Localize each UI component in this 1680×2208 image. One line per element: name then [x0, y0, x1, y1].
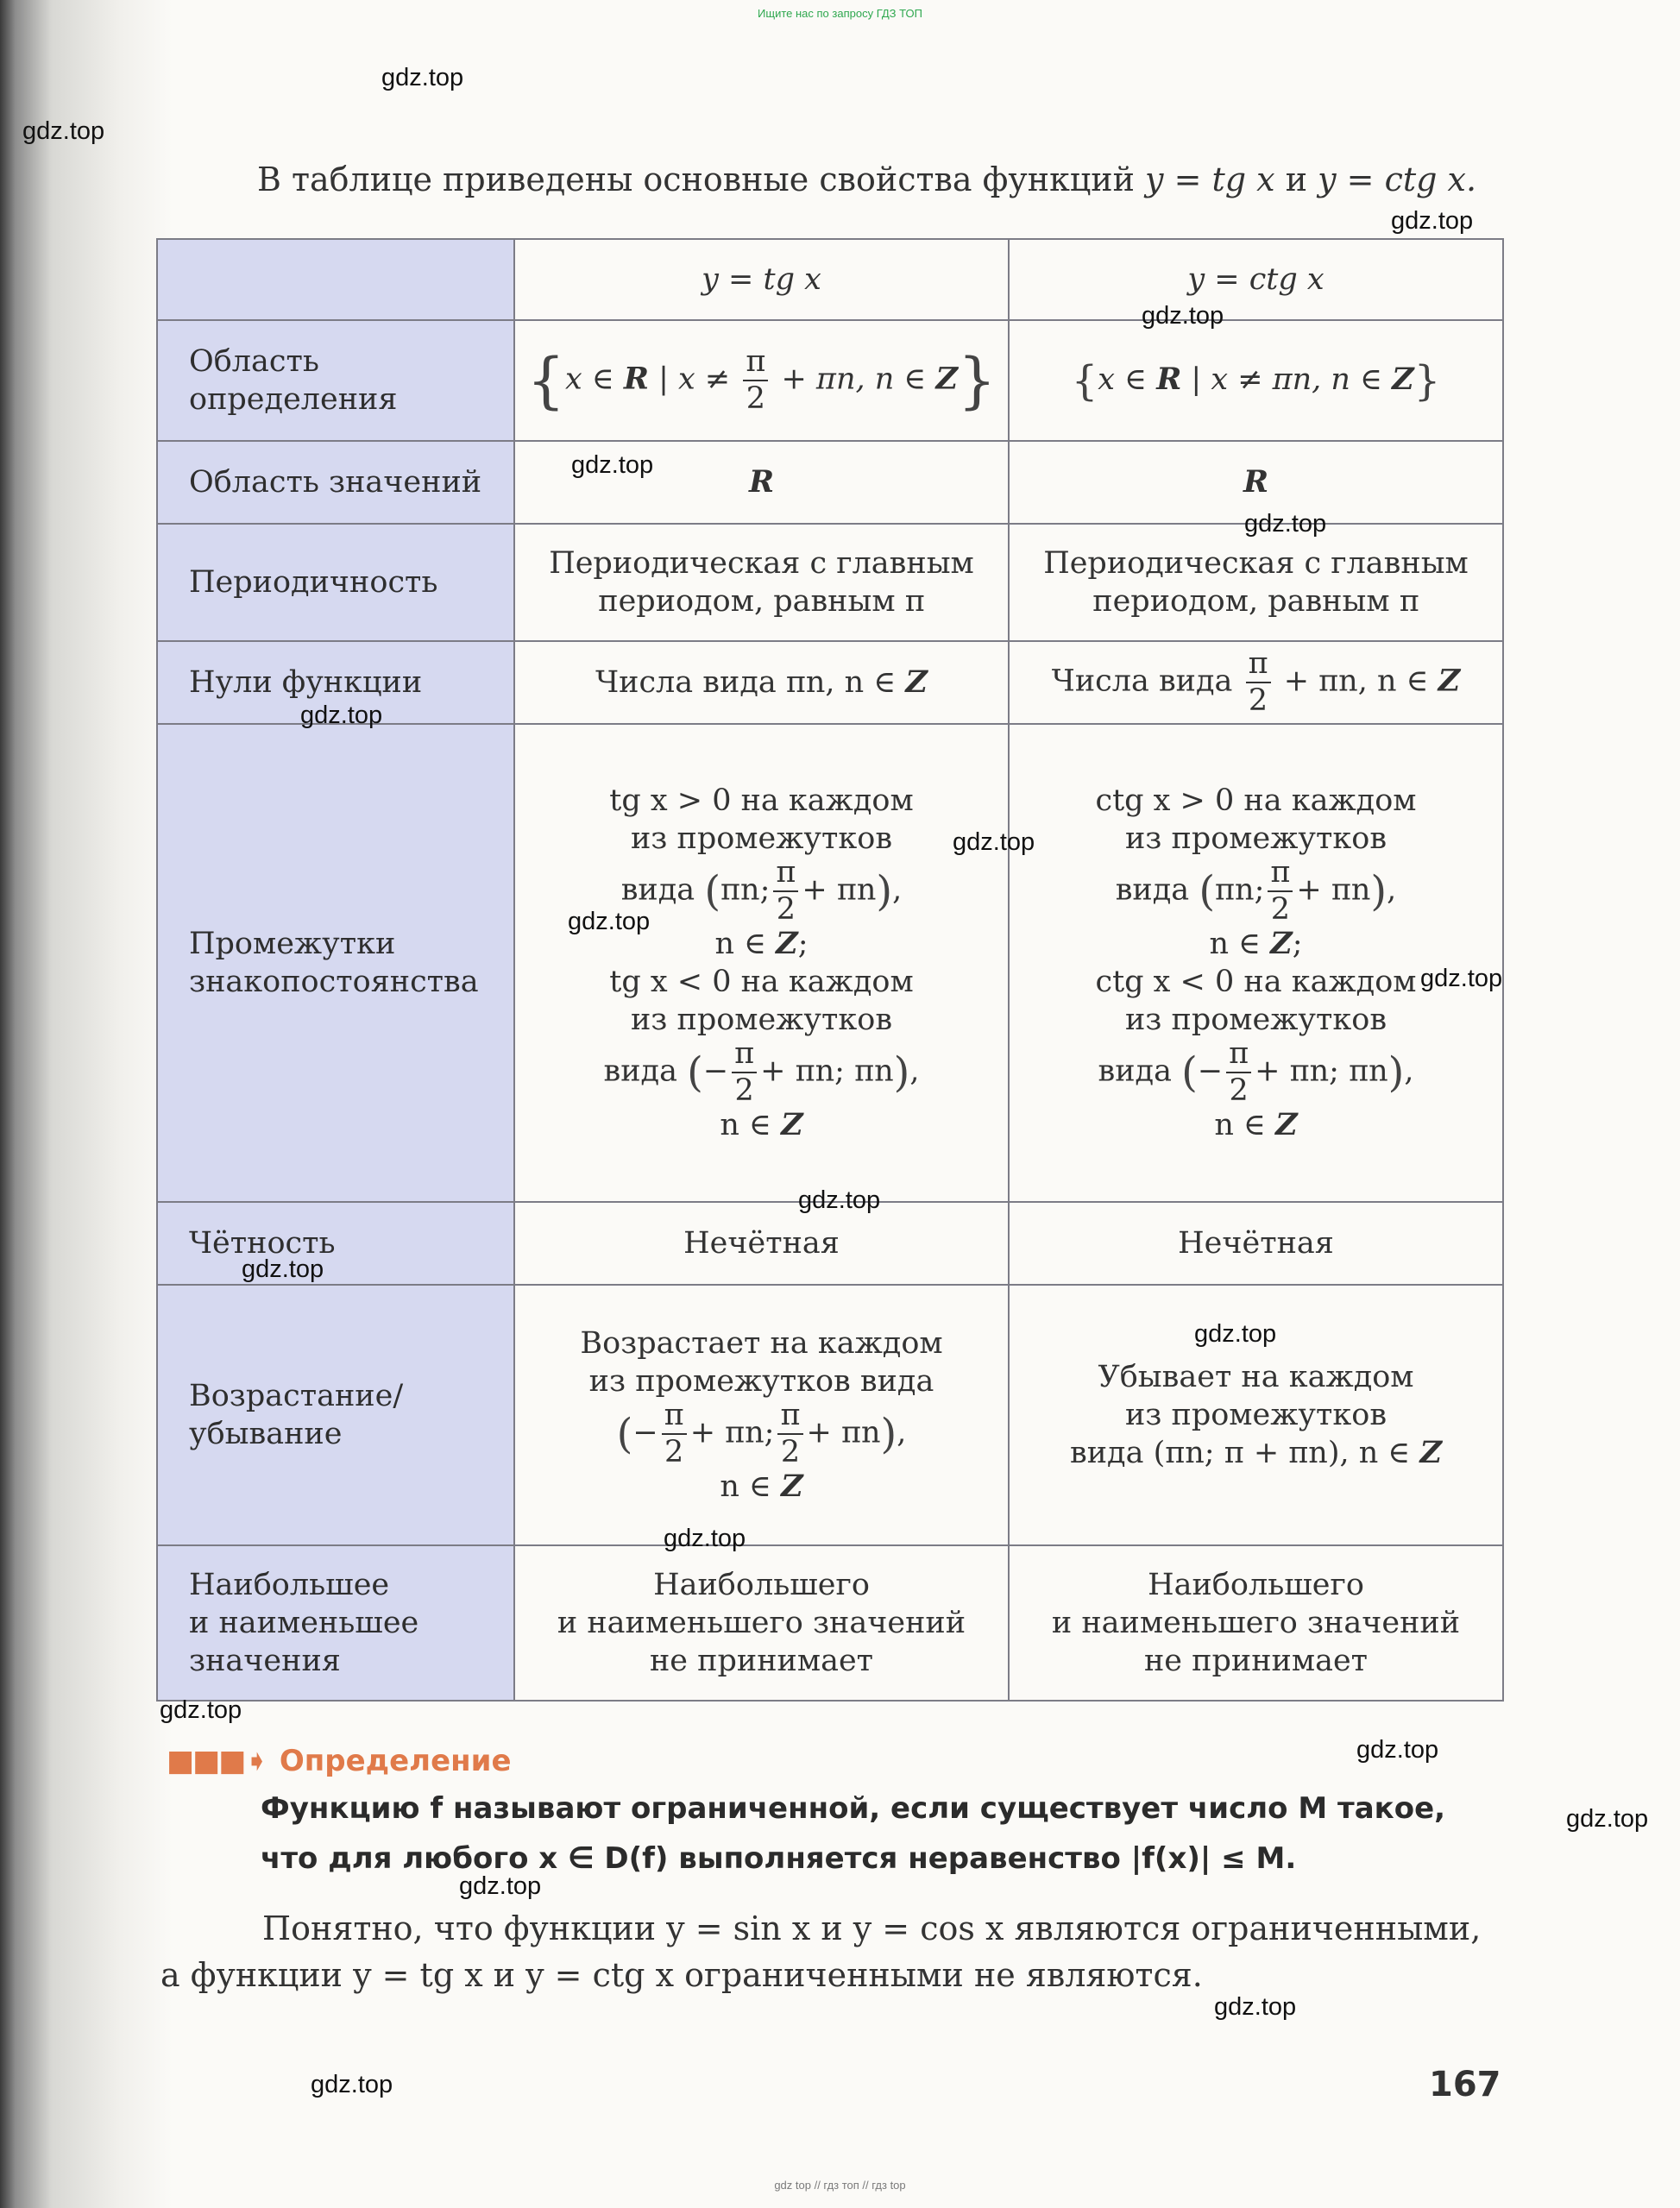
sign-ctg-neg3d: ,: [1404, 1054, 1414, 1089]
top-banner: Ищите нас по запросу ГДЗ ТОП: [758, 7, 922, 20]
definition-heading-text: Определение: [279, 1744, 512, 1778]
period-tg-l2: периодом, равным π: [598, 584, 925, 619]
fraction: [1268, 855, 1293, 927]
frac-den: 2: [746, 381, 765, 416]
paren-right: ): [893, 1048, 910, 1097]
zeros-tg: [514, 641, 1009, 724]
fraction: [1226, 1036, 1251, 1108]
paren-right: ): [880, 1410, 897, 1458]
frac-num: π: [773, 858, 798, 892]
sign-tg-Z: Z: [776, 926, 798, 961]
zeros-tg-text: Числа вида πn, n ∈: [595, 665, 906, 700]
watermark: gdz.top: [459, 1872, 542, 1900]
closing-paragraph: Понятно, что функции y = sin x и y = cos x являются ограниченными, а функции y = tg x и y = ctg x ограниченными не являются.: [160, 1909, 1482, 1994]
sign-ctg-neg3c: + πn; πn: [1255, 1054, 1388, 1089]
range-tg-R: R: [748, 464, 775, 500]
sign-ctg-Z: Z: [1270, 926, 1293, 961]
range-ctg-R: R: [1243, 464, 1269, 500]
mono-tg: [514, 1285, 1009, 1545]
mono-tg-l1: Возрастает на каждом: [580, 1326, 943, 1361]
brace-right: }: [958, 345, 997, 416]
sign-ctg: [1009, 724, 1503, 1202]
row-label-extrema: [157, 1545, 514, 1701]
mono-ctg-l1: Убывает на каждом: [1098, 1360, 1414, 1394]
table-row: [157, 724, 1503, 1202]
paren-left: (: [616, 1410, 633, 1458]
extrema-label-l2: и наименьшее: [189, 1606, 419, 1640]
sign-ctg-pos2: из промежутков: [1124, 821, 1387, 856]
dt-a: x ∈: [564, 362, 624, 397]
parity-tg: Нечётная: [514, 1202, 1009, 1285]
sign-ctg-pos3b: πn;: [1215, 872, 1265, 908]
dc-R: R: [1156, 362, 1182, 398]
period-ctg-l2: периодом, равным π: [1092, 584, 1419, 619]
sign-tg-neg2: из промежутков: [630, 1003, 893, 1037]
paren-left: (: [1199, 867, 1216, 915]
intro-f2: y = ctg x.: [1318, 160, 1477, 198]
definition-heading: [167, 1744, 512, 1778]
frac-den: 2: [1248, 683, 1268, 718]
row-label-domain: Область определения: [157, 320, 514, 441]
intro-sentence: [257, 160, 1476, 198]
watermark: gdz.top: [798, 1186, 881, 1214]
domain-tg: [514, 320, 1009, 441]
brace-right: }: [1413, 356, 1441, 406]
mono-tg-Z: Z: [781, 1469, 803, 1504]
frac-den: 2: [776, 892, 796, 927]
watermark: gdz.top: [1142, 302, 1224, 330]
definition-line2: что для любого x ∈ D(f) выполняется неравенство |f(x)| ≤ M.: [261, 1841, 1297, 1876]
zeros-ctg-Z: Z: [1438, 663, 1461, 699]
dt-b: | x ≠: [648, 362, 740, 397]
dc-b: | x ≠ πn, n ∈: [1181, 362, 1393, 398]
brace-left: {: [526, 345, 565, 416]
extrema-ctg-l1: Наибольшего: [1148, 1568, 1364, 1602]
watermark: gdz.top: [160, 1696, 242, 1724]
frac-num: π: [1226, 1039, 1251, 1073]
domain-ctg: [1009, 320, 1503, 441]
sign-tg-neg1: tg x < 0 на каждом: [609, 965, 914, 999]
sign-ctg-pos1: ctg x > 0 на каждом: [1095, 783, 1417, 818]
watermark: gdz.top: [664, 1525, 746, 1552]
watermark: gdz.top: [22, 117, 105, 145]
watermark: gdz.top: [953, 828, 1035, 856]
frac-num: π: [743, 347, 768, 381]
header-tg: [514, 239, 1009, 320]
intro-and: и: [1285, 160, 1308, 198]
extrema-label-l1: Наибольшее: [189, 1568, 390, 1602]
sign-ctg-pos3d: ,: [1387, 872, 1397, 908]
intro-f1: y = tg x: [1145, 160, 1275, 198]
mono-ctg-l2: из промежутков: [1124, 1398, 1387, 1432]
row-label-period: Периодичность: [157, 524, 514, 641]
definition-line1: Функцию f называют ограниченной, если существует число M такое,: [261, 1791, 1446, 1826]
watermark: gdz.top: [568, 908, 651, 935]
sign-ctg-neg1: ctg x < 0 на каждом: [1095, 965, 1417, 999]
extrema-tg-l3: не принимает: [649, 1644, 874, 1678]
extrema-ctg-l3: не принимает: [1143, 1644, 1369, 1678]
mono-label-l2: убывание: [189, 1417, 343, 1451]
watermark: gdz.top: [1194, 1320, 1277, 1348]
watermark: gdz.top: [1566, 1805, 1649, 1833]
fraction: [662, 1400, 687, 1468]
frac-num: π: [662, 1400, 687, 1435]
sign-ctg-pos3c: + πn: [1296, 872, 1371, 908]
sign-ctg-neg3b: −: [1197, 1054, 1224, 1089]
watermark: gdz.top: [571, 451, 654, 479]
corner-cell: [157, 239, 514, 320]
watermark: gdz.top: [1356, 1736, 1439, 1764]
sign-tg-pos1: tg x > 0 на каждом: [609, 783, 914, 818]
sign-ctg-neg3a: вида: [1098, 1054, 1172, 1089]
period-ctg: [1009, 524, 1503, 641]
watermark: gdz.top: [1244, 510, 1327, 538]
frac-num: π: [1246, 649, 1271, 683]
mono-tg-comma: ,: [897, 1415, 907, 1450]
frac-den: 2: [1229, 1073, 1249, 1108]
watermark: gdz.top: [311, 2071, 393, 2098]
sign-ctg-semi: ;: [1292, 927, 1303, 961]
header-tg-text: y = tg x: [702, 262, 821, 297]
bottom-banner: gdz top // гдз топ // гдз top: [774, 2179, 906, 2192]
sign-tg-pos3a: вида: [620, 872, 695, 908]
extrema-ctg: [1009, 1545, 1503, 1701]
fraction: [1246, 646, 1271, 718]
watermark: gdz.top: [1214, 1993, 1297, 2021]
frac-den: 2: [1270, 892, 1291, 927]
mono-ctg-l3: вида (πn; π + πn), n ∈: [1070, 1436, 1420, 1470]
dt-Z: Z: [935, 361, 958, 397]
brace-left: {: [1071, 356, 1098, 406]
dc-Z: Z: [1392, 362, 1414, 398]
sign-tg-neg3c: + πn; πn: [760, 1054, 894, 1089]
definition-text: [261, 1783, 1503, 1884]
table-row: [157, 524, 1503, 641]
header-ctg: [1009, 239, 1503, 320]
paren-right: ): [876, 867, 893, 915]
paren-left: (: [704, 867, 721, 915]
sign-tg-neg3a: вида: [603, 1054, 677, 1089]
paren-left: (: [1181, 1048, 1198, 1097]
zeros-ctg-a: Числа вида: [1051, 664, 1243, 699]
extrema-label-l3: значения: [189, 1644, 341, 1678]
sign-tg-neg3b: −: [702, 1054, 729, 1089]
mono-ctg-Z: Z: [1419, 1435, 1442, 1470]
mono-tg-mid: + πn;: [689, 1415, 775, 1450]
row-label-range: Область значений: [157, 441, 514, 524]
fraction: [732, 1036, 757, 1108]
watermark: gdz.top: [1420, 965, 1503, 992]
extrema-tg: [514, 1545, 1009, 1701]
page-number: 167: [1429, 2065, 1501, 2104]
watermark: gdz.top: [381, 64, 464, 91]
parity-ctg: Нечётная: [1009, 1202, 1503, 1285]
dt-c: + πn, n ∈: [771, 362, 936, 397]
mono-tg-l2: из промежутков вида: [588, 1364, 934, 1399]
frac-den: 2: [664, 1435, 684, 1469]
intro-text: В таблице приведены основные свойства функций: [257, 160, 1135, 198]
row-label-sign: Промежутки знакопостоянства: [157, 724, 514, 1202]
paren-left: (: [687, 1048, 703, 1097]
table-row: [157, 1545, 1503, 1701]
sign-tg-neg3d: ,: [909, 1054, 920, 1089]
table-row: [157, 1285, 1503, 1545]
sign-tg-pos4: n ∈: [714, 927, 777, 961]
sign-tg-pos3b: πn;: [720, 872, 771, 908]
extrema-tg-l1: Наибольшего: [653, 1568, 870, 1602]
properties-table: [156, 238, 1504, 1702]
zeros-ctg-b: + πn, n ∈: [1274, 664, 1438, 699]
sign-tg-Z2: Z: [781, 1107, 803, 1142]
table-row: [157, 239, 1503, 320]
watermark: gdz.top: [1391, 207, 1474, 235]
sign-tg-pos2: из промежутков: [630, 821, 893, 856]
period-tg: [514, 524, 1009, 641]
sign-ctg-neg2: из промежутков: [1124, 1003, 1387, 1037]
sign-ctg-Z2: Z: [1275, 1107, 1298, 1142]
sign-tg-semi: ;: [797, 927, 809, 961]
fraction: [743, 344, 768, 416]
mono-tg-l4: n ∈: [720, 1469, 782, 1504]
frac-num: π: [1268, 858, 1293, 892]
paren-right: ): [1387, 1048, 1405, 1097]
frac-num: π: [777, 1400, 802, 1435]
mono-tg-minus: −: [632, 1415, 658, 1450]
fraction: [777, 1400, 802, 1468]
row-label-zeros: Нули функции: [157, 641, 514, 724]
arrow-icon: ■■■➧: [167, 1744, 267, 1778]
paren-right: ): [1370, 867, 1387, 915]
extrema-tg-l2: и наименьшего значений: [557, 1606, 966, 1640]
dt-R: R: [623, 361, 649, 397]
sign-ctg-pos3a: вида: [1115, 872, 1190, 908]
mono-label-l1: Возрастание/: [189, 1379, 404, 1413]
period-ctg-l1: Периодическая с главным: [1043, 546, 1469, 581]
sign-tg: [514, 724, 1009, 1202]
book-gutter-shadow: [0, 0, 173, 2208]
frac-num: π: [732, 1039, 757, 1073]
sign-ctg-neg4: n ∈: [1214, 1108, 1276, 1142]
row-label-monotonic: [157, 1285, 514, 1545]
watermark: gdz.top: [300, 701, 383, 729]
period-tg-l1: Периодическая с главным: [549, 546, 974, 581]
zeros-ctg: [1009, 641, 1503, 724]
sign-tg-neg4: n ∈: [720, 1108, 782, 1142]
row-label-parity: Чётность: [157, 1202, 514, 1285]
sign-ctg-pos4: n ∈: [1209, 927, 1271, 961]
dc-a: x ∈: [1098, 362, 1157, 398]
sign-tg-pos3c: + πn: [802, 872, 877, 908]
frac-den: 2: [780, 1435, 801, 1469]
extrema-ctg-l2: и наименьшего значений: [1051, 1606, 1461, 1640]
header-ctg-text: y = ctg x: [1187, 262, 1324, 297]
watermark: gdz.top: [242, 1255, 324, 1283]
table-row: [157, 320, 1503, 441]
sign-tg-pos3d: ,: [892, 872, 903, 908]
fraction: [773, 855, 798, 927]
mono-tg-end: + πn: [806, 1415, 881, 1450]
frac-den: 2: [734, 1073, 754, 1108]
zeros-tg-Z: Z: [905, 664, 928, 700]
